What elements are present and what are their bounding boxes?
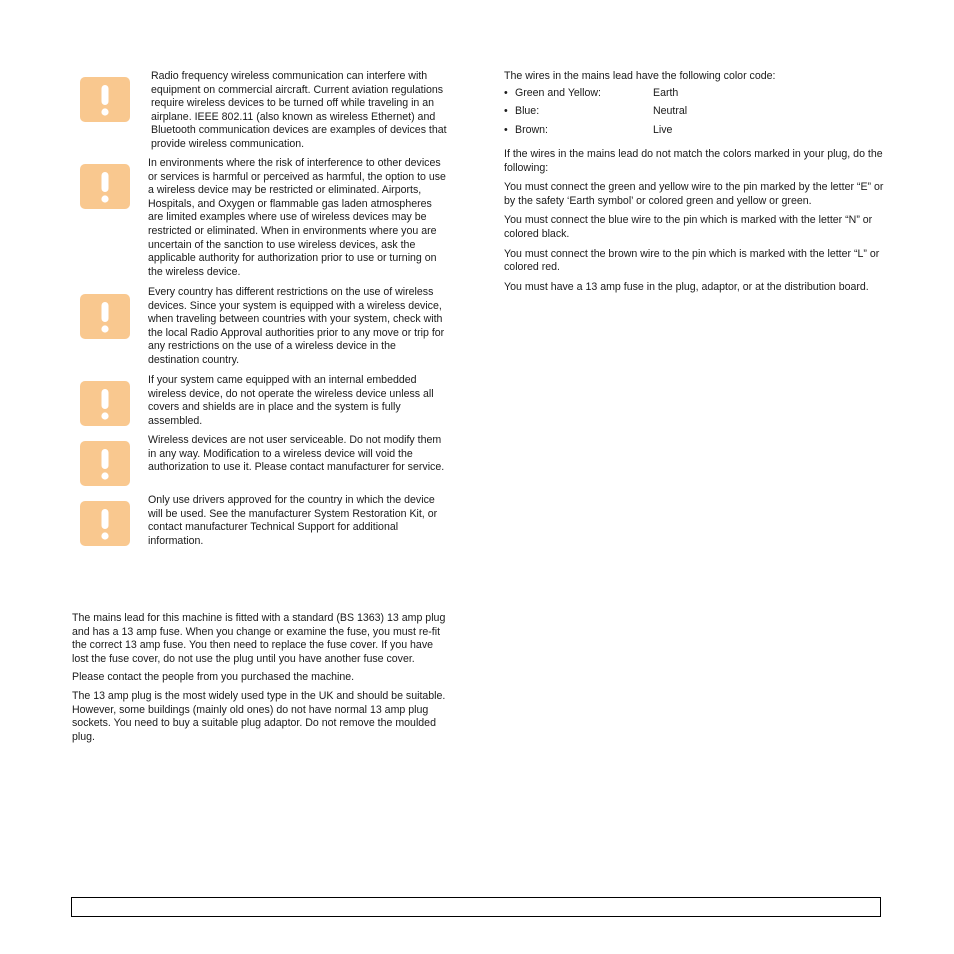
caution-exclamation-icon (80, 501, 130, 546)
wire-function: Neutral (653, 105, 688, 118)
color-code-list (504, 87, 884, 143)
caution-exclamation-icon (80, 381, 130, 426)
wire-color: Blue: (515, 105, 540, 118)
wire-function: Earth (653, 86, 679, 99)
wire-function: Live (653, 123, 673, 136)
mains-lead-section (72, 612, 446, 749)
wire-color: Brown: (515, 123, 548, 136)
bullet: • (504, 86, 508, 99)
warning-text: If your system came equipped with an internal embedded wireless device, do not operate the wireless device unless all covers and shields are in place and the system is fully assembled. (148, 374, 434, 427)
bullet: • (504, 123, 508, 136)
warning-text: Only use drivers approved for the country in which the device will be used. See the manufacturer System Restoration Kit, or contact manufacturer Technical Support for additional information. (148, 494, 438, 547)
bullet: • (504, 105, 508, 118)
color-code-paragraph: You must have a 13 amp fuse in the plug, adaptor, or at the distribution board. (504, 280, 869, 293)
caution-exclamation-icon (80, 164, 130, 209)
color-code-paragraph: You must connect the green and yellow wire to the pin marked by the letter “E” or by the safety ‘Earth symbol’ or colored green and yellow or green. (504, 181, 884, 207)
wire-color: Green and Yellow: (515, 86, 601, 99)
list-item (504, 105, 884, 124)
color-code-paragraph: You must connect the blue wire to the pin which is marked with the letter “N” or colored black. (504, 214, 873, 241)
caution-exclamation-icon (80, 441, 130, 486)
warning-text: Radio frequency wireless communication can interfere with equipment on commercial aircraft. Current aviation regulations require wireless devices to be turned off while traveling in an airplane. IEEE 802.11 (also known as wireless Ethernet) and Bluetooth communication devices are examples of devices that provide wireless communication. (151, 70, 447, 150)
mains-lead-paragraph: The 13 amp plug is the most widely used type in the UK and should be suitable. However, some buildings (mainly old ones) do not have normal 13 amp plug sockets. You need to buy a suitable plug adaptor. Do not remove the moulded plug. (72, 689, 446, 743)
color-code-section (504, 70, 884, 300)
warning-text: In environments where the risk of interference to other devices or services is harmful or perceived as harmful, the option to use a wireless device may be restricted or eliminated. Airports, Hospitals, and Oxygen or flammable gas laden atmospheres are limited examples where use of wireless devices may be restricted or eliminated. When in environments where you are uncertain of the sanction to use wireless devices, ask the applicable authority for authorization prior to use or turning on the wireless device. (148, 157, 446, 278)
mains-lead-paragraph: Please contact the people from you purchased the machine. (72, 671, 355, 684)
color-code-paragraph: If the wires in the mains lead do not match the colors marked in your plug, do the following: (504, 148, 883, 174)
caution-exclamation-icon (80, 77, 130, 122)
caution-exclamation-icon (80, 294, 130, 339)
page-footer-bar (71, 897, 881, 917)
color-code-paragraph: You must connect the brown wire to the pin which is marked with the letter “L” or colored red. (504, 247, 880, 274)
list-item (504, 124, 884, 143)
mains-lead-paragraph: The mains lead for this machine is fitted with a standard (BS 1363) 13 amp plug and has a 13 amp fuse. When you change or examine the fuse, you must re-fit the correct 13 amp fuse. You then need to replace the fuse cover. If you have lost the fuse cover, do not use the plug until you have another fuse cover. (72, 612, 446, 665)
list-item (504, 87, 884, 106)
warning-text: Wireless devices are not user serviceable. Do not modify them in any way. Modification to a wireless device will void the authorization to use it. Please contact manufacturer for service. (148, 434, 445, 474)
warning-text: Every country has different restrictions on the use of wireless devices. Since your system is equipped with a wireless device, when traveling between countries with your system, check with the local Radio Approval authorities prior to any move or trip for any restrictions on the use of a wireless device in the destination country. (148, 286, 445, 366)
color-code-intro: The wires in the mains lead have the following color code: (504, 70, 776, 82)
